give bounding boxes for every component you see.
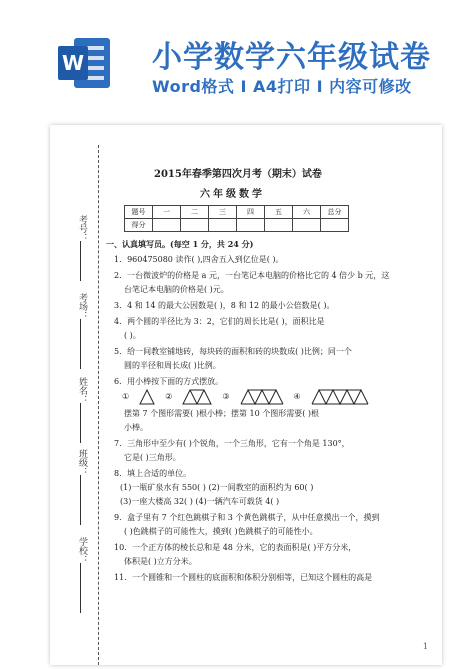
banner (0, 0, 474, 120)
class-label: 班级： (77, 449, 87, 476)
question-1: 1．960475080 读作( ),四舍五入到亿位是( )。 (114, 255, 284, 264)
triangle-figure-4-icon (311, 389, 369, 405)
score-cell (181, 219, 209, 232)
score-cell (321, 219, 349, 232)
score-cell (293, 219, 321, 232)
banner-title: 小学数学六年级试卷 (152, 40, 431, 75)
question-9-line-1: 9．盒子里有 7 个红色跳棋子和 3 个黄色跳棋子，从中任意摸出一个，摸到 (114, 513, 380, 522)
score-value-row (125, 219, 349, 232)
question-4: 4．两个圆的半径比为 3：2，它们的周长比是( )，面积比是 (114, 317, 325, 326)
exam-room-label: 考场： (77, 293, 87, 320)
score-header-cell: 题号 (125, 206, 153, 219)
score-header-cell: 三 (209, 206, 237, 219)
score-header-cell: 一 (153, 206, 181, 219)
question-2-line-1: 2．一台微波炉的价格是 a 元，一台笔记本电脑的价格比它的 4 倍少 b 元，这 (114, 271, 390, 280)
question-4-line-2: ( )。 (124, 331, 141, 340)
score-cell (237, 219, 265, 232)
question-8-row-2: (3)一座大楼高 32( ) (4)一辆汽车可载货 4( ) (120, 497, 280, 506)
score-cell (265, 219, 293, 232)
score-header-row (125, 206, 349, 219)
question-6-line-2: 摆第 7 个图形需要( )根小棒；摆第 10 个图形需要( )根 (124, 409, 320, 418)
question-2-line-2: 台笔记本电脑的价格是( )元。 (124, 285, 229, 294)
exam-number-label: 考号： (77, 215, 87, 242)
section-heading: 一、认真填写员。(每空 1 分，共 24 分) (106, 239, 254, 249)
question-8: 8．填上合适的单位。 (114, 469, 192, 478)
figure-4-label: ④ (293, 392, 301, 401)
matchstick-figures (122, 389, 369, 405)
score-cell (153, 219, 181, 232)
question-6: 6．用小棒按下面的方式摆放。 (114, 377, 224, 386)
score-header-cell: 四 (237, 206, 265, 219)
exam-paper (50, 125, 442, 665)
word-document-icon (56, 34, 114, 92)
figure-1-label: ① (122, 392, 130, 401)
question-11: 11．一个圆锥和一个圆柱的底面积和体积分别相等，已知这个圆柱的高是 (114, 573, 373, 582)
question-6-line-3: 小棒。 (124, 423, 148, 432)
exam-number-line (80, 241, 81, 281)
score-header-cell: 二 (181, 206, 209, 219)
score-row-label: 得分 (125, 219, 153, 232)
question-7-line-1: 7．三角形中至少有( )个锐角，一个三角形，它有一个角是 130°， (114, 439, 350, 448)
student-name-label: 姓名： (77, 377, 87, 404)
triangle-figure-2-icon (182, 389, 212, 405)
question-9-line-2: ( )色跳棋子的可能性大，摸到( )色跳棋子的可能性小。 (124, 527, 318, 536)
school-line (80, 563, 81, 613)
student-name-line (80, 403, 81, 443)
score-header-cell: 五 (265, 206, 293, 219)
score-cell (209, 219, 237, 232)
question-5-line-2: 圆的半径和周长成( )比例。 (124, 361, 221, 370)
exam-room-line (80, 319, 81, 369)
triangle-figure-3-icon (240, 389, 284, 405)
figure-3-label: ③ (222, 392, 230, 401)
binding-line (98, 145, 99, 665)
triangle-figure-1-icon (139, 389, 155, 405)
exam-title: 2015年春季第四次月考（期末）试卷 (154, 169, 322, 180)
question-3: 3．4 和 14 的最大公因数是( )，8 和 12 的最小公倍数是( )。 (114, 301, 335, 310)
question-10-line-2: 体积是( )立方分米。 (124, 557, 197, 566)
score-table (124, 205, 349, 232)
school-label: 学校： (77, 537, 87, 564)
class-line (80, 475, 81, 525)
score-header-cell: 总分 (321, 206, 349, 219)
banner-subtitle: Word格式 I A4打印 I 内容可修改 (152, 77, 412, 96)
question-5-line-1: 5．给一间教室铺地砖，每块砖的面积和砖的块数成( )比例；同一个 (114, 347, 352, 356)
question-7-line-2: 它是( )三角形。 (124, 453, 181, 462)
score-header-cell: 六 (293, 206, 321, 219)
figure-2-label: ② (165, 392, 173, 401)
exam-subject: 六年级数学 (200, 189, 265, 200)
word-icon-letter: W (61, 51, 85, 75)
question-8-row-1: (1)一瓶矿泉水有 550( ) (2)一间教室的面积约为 60( ) (120, 483, 314, 492)
page-number: 1 (422, 642, 428, 651)
question-10-line-1: 10．一个正方体的棱长总和是 48 分米，它的表面积是( )平方分米， (114, 543, 357, 552)
